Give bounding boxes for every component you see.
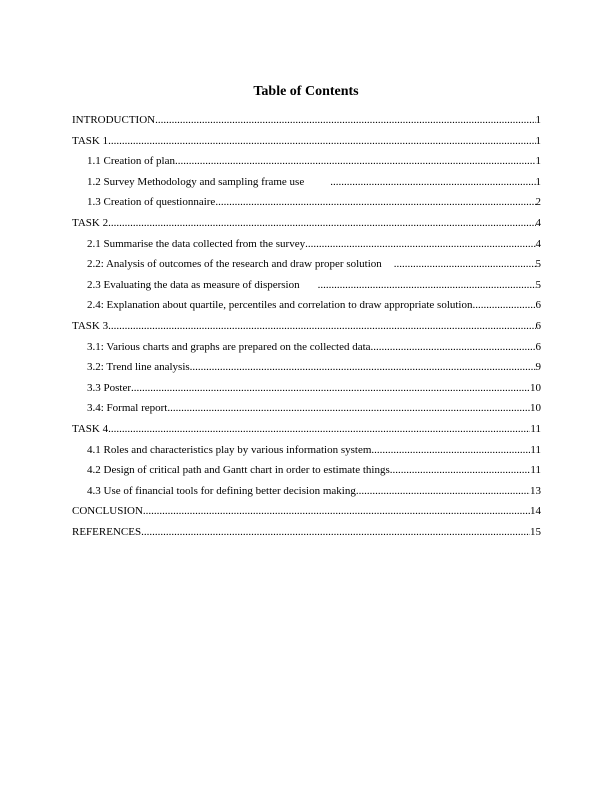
toc-leader-dots — [394, 257, 536, 271]
toc-entry-label: 3.1: Various charts and graphs are prepared on the collected data — [87, 340, 371, 353]
toc-page-number: 15 — [530, 525, 541, 538]
toc-entry[interactable] — [72, 319, 541, 340]
toc-entry-label: 2.3 Evaluating the data as measure of dispersion — [87, 278, 300, 291]
toc-entry[interactable] — [72, 257, 541, 278]
toc-page-number: 9 — [535, 361, 541, 374]
toc-entry[interactable] — [72, 463, 541, 484]
toc-entry-label: 3.3 Poster — [87, 381, 131, 394]
toc-page-number: 1 — [535, 114, 541, 126]
toc-page-number: 10 — [530, 381, 541, 394]
toc-page-number: 14 — [530, 505, 541, 518]
toc-entry-label: 3.2: Trend line analysis — [87, 361, 190, 374]
toc-page-number: 5 — [535, 258, 541, 271]
toc-leader-dots — [131, 381, 530, 395]
toc-page-number: 1 — [535, 134, 541, 147]
toc-entry[interactable] — [72, 340, 541, 361]
toc-leader-dots — [108, 134, 535, 148]
toc-entry-label: INTRODUCTION — [72, 114, 156, 126]
toc-entry-label: 1.1 Creation of plan — [87, 155, 175, 168]
toc-entry-label: 2.1 Summarise the data collected from the survey — [87, 237, 306, 250]
toc-page-number: 13 — [530, 484, 541, 497]
toc-leader-dots — [143, 504, 530, 518]
toc-entry-label: TASK 1 — [72, 134, 109, 147]
toc-entry[interactable] — [72, 422, 541, 443]
toc-entry[interactable] — [72, 134, 541, 155]
toc-leader-dots — [167, 401, 530, 415]
toc-entry-label: 3.4: Formal report — [87, 402, 168, 415]
toc-page-number: 6 — [535, 319, 541, 332]
toc-entry[interactable] — [72, 237, 541, 258]
toc-page-number: 6 — [535, 299, 541, 312]
toc-page-number: 2 — [535, 196, 541, 209]
toc-entry[interactable] — [72, 443, 541, 464]
toc-leader-dots — [141, 525, 530, 539]
toc-page-number: 11 — [530, 443, 541, 456]
toc-entry-label: CONCLUSION — [72, 505, 143, 518]
toc-page-number: 5 — [535, 278, 541, 291]
toc-page-number: 11 — [530, 422, 541, 435]
toc-entry[interactable] — [72, 195, 541, 216]
toc-leader-dots — [108, 216, 535, 230]
toc-page-number: 1 — [535, 155, 541, 168]
toc-page-number: 1 — [535, 175, 541, 188]
toc-list — [72, 113, 541, 545]
toc-leader-dots — [371, 443, 530, 457]
toc-entry[interactable] — [72, 216, 541, 237]
toc-entry-label: 2.4: Explanation about quartile, percentiles and correlation to draw appropriate solution — [87, 299, 473, 312]
toc-page-number: 4 — [535, 237, 541, 250]
toc-entry[interactable] — [72, 381, 541, 402]
toc-page-number: 11 — [530, 464, 541, 477]
toc-entry-label: 2.2: Analysis of outcomes of the research and draw proper solution — [87, 258, 382, 271]
toc-leader-dots — [215, 195, 535, 209]
toc-leader-dots — [330, 175, 535, 189]
toc-leader-dots — [390, 463, 531, 477]
toc-entry-label: 1.3 Creation of questionnaire — [87, 196, 216, 209]
toc-entry[interactable] — [72, 360, 541, 381]
toc-entry[interactable] — [72, 298, 541, 319]
toc-leader-dots — [356, 484, 530, 498]
toc-leader-dots — [371, 340, 536, 354]
toc-entry-label: 4.2 Design of critical path and Gantt chart in order to estimate things — [87, 464, 390, 477]
toc-entry-label: 4.1 Roles and characteristics play by various information system — [87, 443, 372, 456]
toc-entry[interactable] — [72, 525, 541, 546]
toc-leader-dots — [175, 154, 536, 168]
toc-leader-dots — [108, 319, 535, 333]
toc-entry[interactable] — [72, 504, 541, 525]
toc-entry[interactable] — [72, 401, 541, 422]
toc-entry-label: TASK 3 — [72, 319, 109, 332]
toc-entry-label: REFERENCES — [72, 525, 142, 538]
toc-entry-label: 1.2 Survey Methodology and sampling frame use — [87, 175, 305, 188]
toc-page-number: 4 — [535, 216, 541, 229]
toc-entry-label: TASK 4 — [72, 422, 109, 435]
toc-page-number: 6 — [535, 340, 541, 353]
toc-leader-dots — [155, 113, 535, 127]
toc-entry[interactable] — [72, 113, 541, 134]
toc-entry-label: 4.3 Use of financial tools for defining better decision making — [87, 484, 356, 497]
toc-leader-dots — [473, 298, 536, 312]
toc-entry[interactable] — [72, 484, 541, 505]
toc-entry-label: TASK 2 — [72, 216, 109, 229]
toc-entry[interactable] — [72, 175, 541, 196]
toc-page-number: 10 — [530, 402, 541, 415]
toc-entry[interactable] — [72, 154, 541, 175]
toc-entry[interactable] — [72, 278, 541, 299]
toc-leader-dots — [305, 237, 535, 251]
toc-leader-dots — [190, 360, 536, 374]
toc-leader-dots — [318, 278, 536, 292]
toc-title: Table of Contents — [253, 84, 359, 99]
toc-leader-dots — [108, 422, 530, 436]
